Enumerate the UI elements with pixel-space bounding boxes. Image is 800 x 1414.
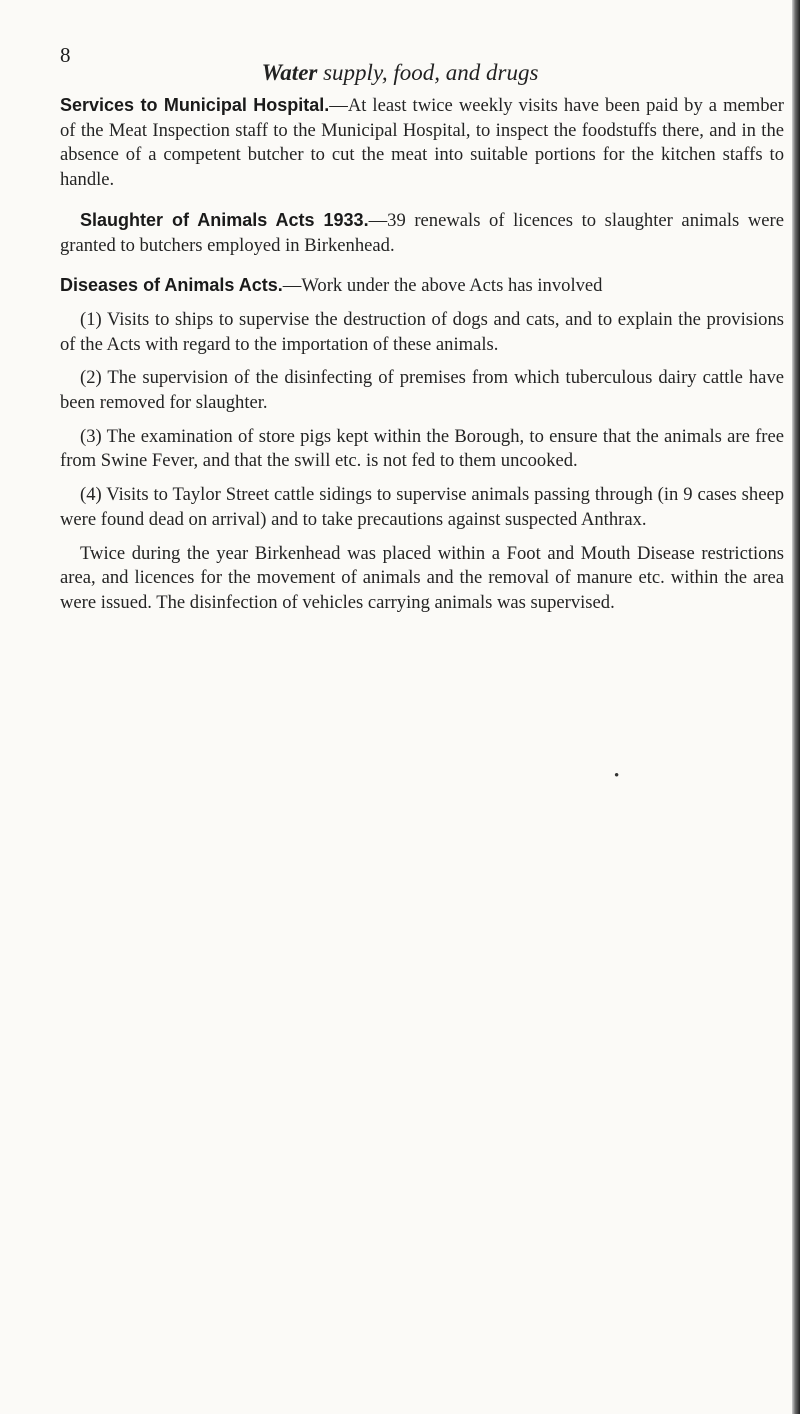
paragraph-closing: Twice during the year Birkenhead was placed within a Foot and Mouth Disease restrictions area, and licences for the movement of animals and the removal of manure etc. within the area were issued. The disinfection of vehicles carrying animals was supervised.: [60, 542, 784, 613]
heading-diseases: Diseases of Animals Acts.: [60, 275, 283, 296]
running-head: [0, 57, 800, 89]
list-item-4: (4) Visits to Taylor Street cattle sidings to supervise animals passing through (in 9 cases sheep were found dead on arrival) and to take precautions against suspected Anthrax.: [60, 484, 784, 530]
running-head-rest: supply, food, and drugs: [317, 60, 539, 85]
ink-speck: •: [614, 768, 620, 784]
text-diseases: —Work under the above Acts has involved: [282, 275, 603, 297]
running-head-emphasis: Water: [261, 60, 318, 85]
page-number: 8: [60, 43, 71, 67]
paragraph-diseases: [60, 273, 784, 299]
body-text: [60, 93, 784, 616]
heading-slaughter: Slaughter of Animals Acts 1933.: [80, 209, 369, 230]
paragraph-municipal-hospital: [60, 93, 784, 193]
paragraph-slaughter: [60, 208, 784, 258]
heading-municipal-hospital: Services to Municipal Hospital.: [60, 95, 330, 115]
page-edge-shadow: [792, 0, 800, 1414]
list-item-1: (1) Visits to ships to supervise the destruction of dogs and cats, and to explain the provisions of the Acts with regard to the importation of these animals.: [60, 308, 784, 355]
text-municipal-hospital: —At least twice weekly visits have been paid by a member of the Meat Inspection staff to the Municipal Hospital, to inspect the foodstuffs there, and in the absence of a competent butcher to cut the meat into suitable portions for the kitchen staffs to handle.: [60, 95, 784, 191]
list-item-2: (2) The supervision of the disinfecting of premises from which tuberculous dairy cattle have been removed for slaughter.: [60, 367, 784, 414]
list-item-3: (3) The examination of store pigs kept within the Borough, to ensure that the animals are free from Swine Fever, and that the swill etc. is not fed to them uncooked.: [60, 425, 784, 472]
text-slaughter: —39 renewals of licences to slaughter animals were granted to butchers employed in Birkenhead.: [60, 209, 784, 256]
